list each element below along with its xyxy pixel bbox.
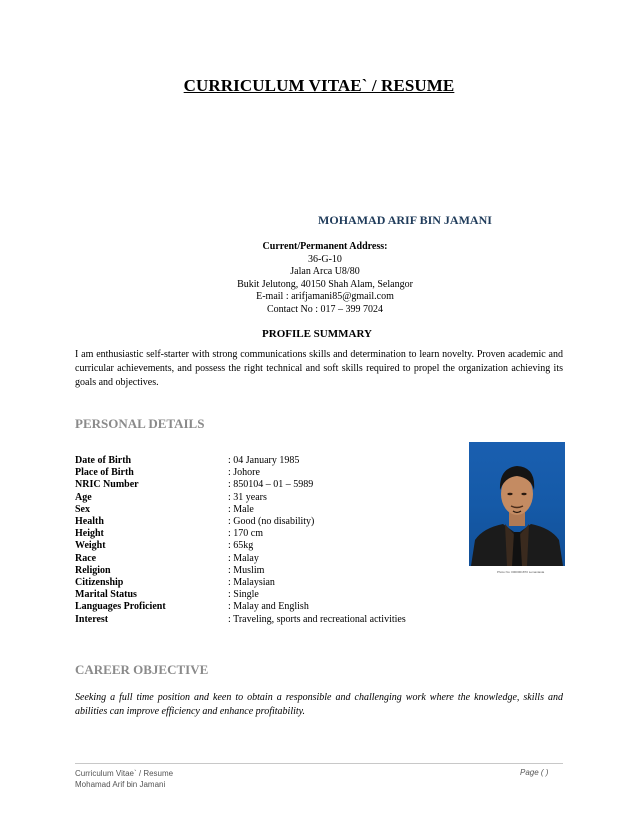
address-line: Jalan Arca U8/80 [290, 266, 360, 277]
detail-row [75, 528, 406, 540]
career-objective-heading: CAREER OBJECTIVE [75, 662, 209, 677]
detail-value: : Single [228, 589, 259, 601]
footer-page-number: Page ( ) [520, 768, 549, 777]
address-line: 36-G-10 [308, 253, 342, 265]
contact-line: Contact No : 017 – 399 7024 [266, 303, 384, 315]
detail-row [75, 540, 406, 552]
detail-label: Sex [75, 503, 90, 515]
document-title: CURRICULUM VITAE` / RESUME [183, 76, 455, 95]
detail-row [75, 553, 406, 565]
detail-value: : Muslim [228, 564, 265, 576]
personal-details-heading: PERSONAL DETAILS [75, 416, 205, 431]
detail-value: : Male [228, 503, 254, 515]
footer-divider [75, 763, 563, 764]
address-label: Current/Permanent Address: [262, 241, 388, 252]
footer-author: Mohamad Arif bin Jamani [75, 780, 166, 789]
detail-value: : Malaysian [228, 577, 275, 589]
profile-summary-text: I am enthusiastic self-starter with strong communications skills and determination to learn novelty. Proven academic and curricular achievements, and possess the right technical and soft skills required to propel the organization achieving its goals and objectives. [75, 349, 563, 388]
detail-value: : Traveling, sports and recreational activities [228, 613, 406, 625]
detail-value: : Johore [228, 467, 260, 479]
detail-row [75, 492, 406, 504]
photo-caption: Photo No: 0000001870 Lemaniasta [497, 570, 545, 574]
footer-left [75, 768, 173, 790]
detail-label: Languages Proficient [75, 601, 166, 613]
detail-value: : 31 years [228, 491, 267, 503]
detail-value: : Malay and English [228, 601, 309, 613]
career-objective-text: Seeking a full time position and keen to obtain a responsible and challenging work where the knowledge, skills and abilities can improve efficiency and enhance profitability. [75, 692, 563, 717]
detail-label: Interest [75, 613, 109, 625]
detail-row [75, 565, 406, 577]
footer-doc-title: Curriculum Vitae` / Resume [75, 769, 174, 778]
detail-label: Health [75, 516, 104, 528]
personal-details-table [75, 455, 406, 626]
detail-label: Date of Birth [75, 455, 132, 466]
detail-label: Religion [75, 564, 111, 576]
detail-value: : 04 January 1985 [228, 455, 300, 466]
detail-row [75, 516, 406, 528]
portrait-illustration [469, 442, 565, 566]
detail-label: Height [75, 528, 104, 540]
address-block [210, 241, 440, 316]
detail-label: Age [75, 491, 92, 503]
detail-label: Citizenship [75, 577, 124, 589]
profile-photo [469, 442, 565, 566]
detail-row [75, 455, 406, 467]
detail-row [75, 589, 406, 601]
detail-label: Marital Status [75, 589, 137, 601]
detail-row [75, 577, 406, 589]
email-line: E-mail : arifjamani85@gmail.com [256, 291, 394, 302]
detail-row [75, 504, 406, 516]
applicant-name: MOHAMAD ARIF BIN JAMANI [318, 213, 492, 227]
detail-row [75, 479, 406, 491]
address-line: Bukit Jelutong, 40150 Shah Alam, Selangor [237, 278, 413, 290]
detail-label: Place of Birth [75, 467, 134, 479]
detail-row [75, 614, 406, 626]
detail-value: : 170 cm [228, 528, 263, 540]
detail-value: : Malay [228, 552, 259, 564]
detail-value: : Good (no disability) [228, 516, 315, 528]
detail-label: Weight [75, 540, 106, 552]
detail-value: : 65kg [228, 540, 254, 552]
detail-label: NRIC Number [75, 479, 139, 491]
detail-label: Race [75, 552, 97, 564]
profile-summary-heading: PROFILE SUMMARY [262, 328, 372, 340]
detail-value: : 850104 – 01 – 5989 [228, 479, 314, 491]
detail-row [75, 467, 406, 479]
detail-row [75, 601, 406, 613]
